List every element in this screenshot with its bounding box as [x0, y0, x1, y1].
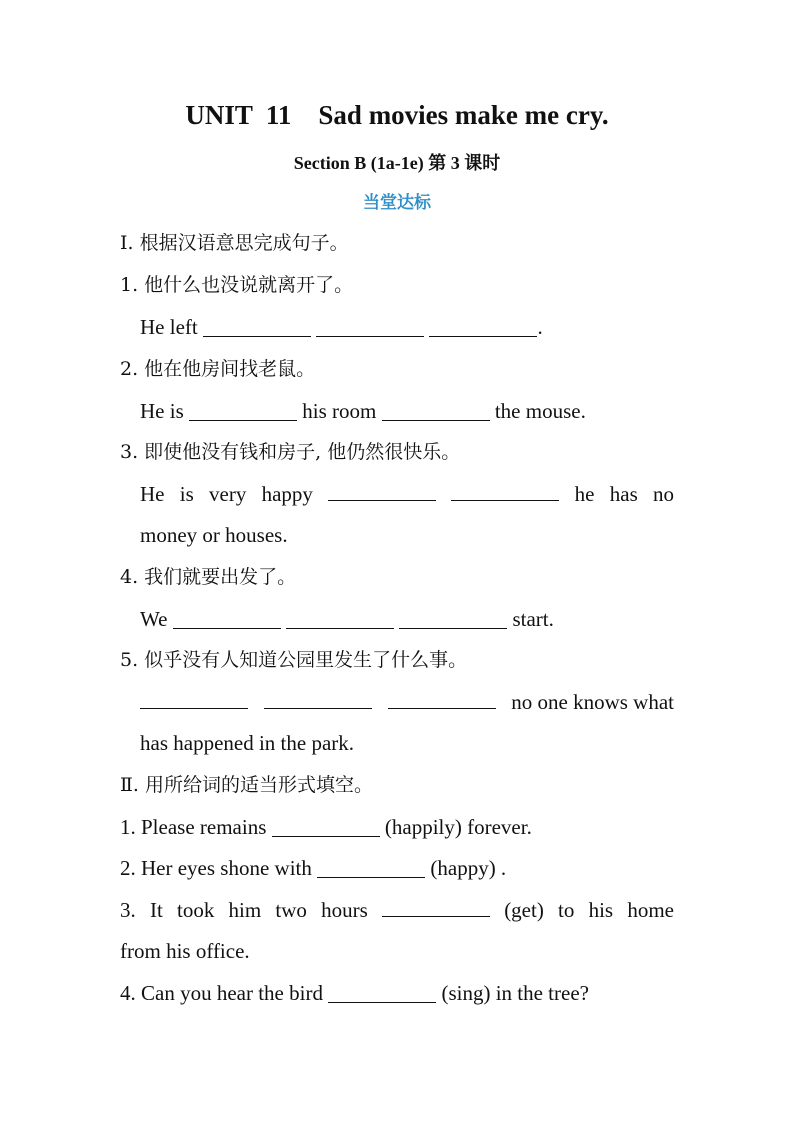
- answer-blank[interactable]: [429, 316, 537, 337]
- text: (happy) .: [430, 856, 507, 880]
- word: him: [228, 898, 262, 922]
- page-title: UNIT 11 Sad movies make me cry.: [185, 100, 609, 130]
- answer-blank[interactable]: [272, 816, 380, 837]
- part1-item3-en-line2: money or houses.: [140, 523, 288, 547]
- text: .: [537, 315, 543, 339]
- part1-item2-cn: 2. 他在他房间找老鼠。: [120, 358, 316, 380]
- part1-heading: Ⅰ. 根据汉语意思完成句子。: [120, 232, 349, 254]
- part2-heading: Ⅱ. 用所给词的适当形式填空。: [120, 774, 373, 796]
- answer-blank[interactable]: [451, 480, 559, 501]
- answer-blank[interactable]: [203, 316, 311, 337]
- text: 1. Please remains: [120, 815, 267, 839]
- answer-blank[interactable]: [328, 982, 436, 1003]
- answer-blank[interactable]: [388, 688, 496, 709]
- text: 2. Her eyes shone with: [120, 856, 312, 880]
- part2-item3: [120, 896, 674, 924]
- part1-item4-en: [140, 605, 554, 633]
- answer-blank[interactable]: [382, 896, 490, 917]
- text: (happily) forever.: [384, 815, 532, 839]
- word: It: [149, 898, 163, 922]
- section-tag: 当堂达标: [363, 193, 431, 213]
- text: no one knows what: [511, 690, 674, 714]
- text: his room: [302, 399, 377, 423]
- part1-item1-cn: 1. 他什么也没说就离开了。: [120, 274, 354, 296]
- answer-blank[interactable]: [399, 608, 507, 629]
- answer-blank[interactable]: [328, 480, 436, 501]
- part2-item4: [120, 979, 589, 1007]
- answer-blank[interactable]: [140, 688, 248, 709]
- section-subtitle: Section B (1a-1e) 第 3 课时: [293, 153, 501, 173]
- word: very: [209, 482, 247, 506]
- answer-blank[interactable]: [317, 857, 425, 878]
- word: to: [558, 898, 575, 922]
- answer-blank[interactable]: [286, 608, 394, 629]
- part1-item5-en-line2: has happened in the park.: [140, 731, 355, 755]
- word: (get): [504, 898, 544, 922]
- text: 4. Can you hear the bird: [120, 981, 323, 1005]
- text: the mouse.: [494, 399, 586, 423]
- part2-item3-line2: from his office.: [120, 939, 250, 963]
- answer-blank[interactable]: [173, 608, 281, 629]
- part1-item3-en: [140, 480, 674, 508]
- part1-item4-cn: 4. 我们就要出发了。: [120, 566, 297, 588]
- word: his: [588, 898, 614, 922]
- text: He is: [140, 399, 184, 423]
- answer-blank[interactable]: [189, 400, 297, 421]
- part1-item2-en: [140, 397, 586, 425]
- answer-blank[interactable]: [264, 688, 372, 709]
- text: start.: [512, 607, 554, 631]
- text: (sing) in the tree?: [441, 981, 589, 1005]
- word: hours: [321, 898, 368, 922]
- word: two: [275, 898, 307, 922]
- part2-item2: [120, 854, 506, 882]
- answer-blank[interactable]: [316, 316, 424, 337]
- part1-item1-en: [140, 313, 543, 341]
- word: 3.: [120, 898, 136, 922]
- word: happy: [261, 482, 313, 506]
- word: home: [627, 898, 674, 922]
- part1-item5-en: [140, 688, 674, 716]
- word: no: [653, 482, 674, 506]
- text: He left: [140, 315, 198, 339]
- word: took: [176, 898, 215, 922]
- part2-item1: [120, 813, 532, 841]
- word: has: [609, 482, 638, 506]
- word: he: [574, 482, 595, 506]
- word: is: [179, 482, 194, 506]
- part1-item3-cn: 3. 即使他没有钱和房子, 他仍然很快乐。: [120, 441, 461, 463]
- text: We: [140, 607, 168, 631]
- word: He: [140, 482, 165, 506]
- part1-item5-cn: 5. 似乎没有人知道公园里发生了什么事。: [120, 649, 468, 671]
- answer-blank[interactable]: [382, 400, 490, 421]
